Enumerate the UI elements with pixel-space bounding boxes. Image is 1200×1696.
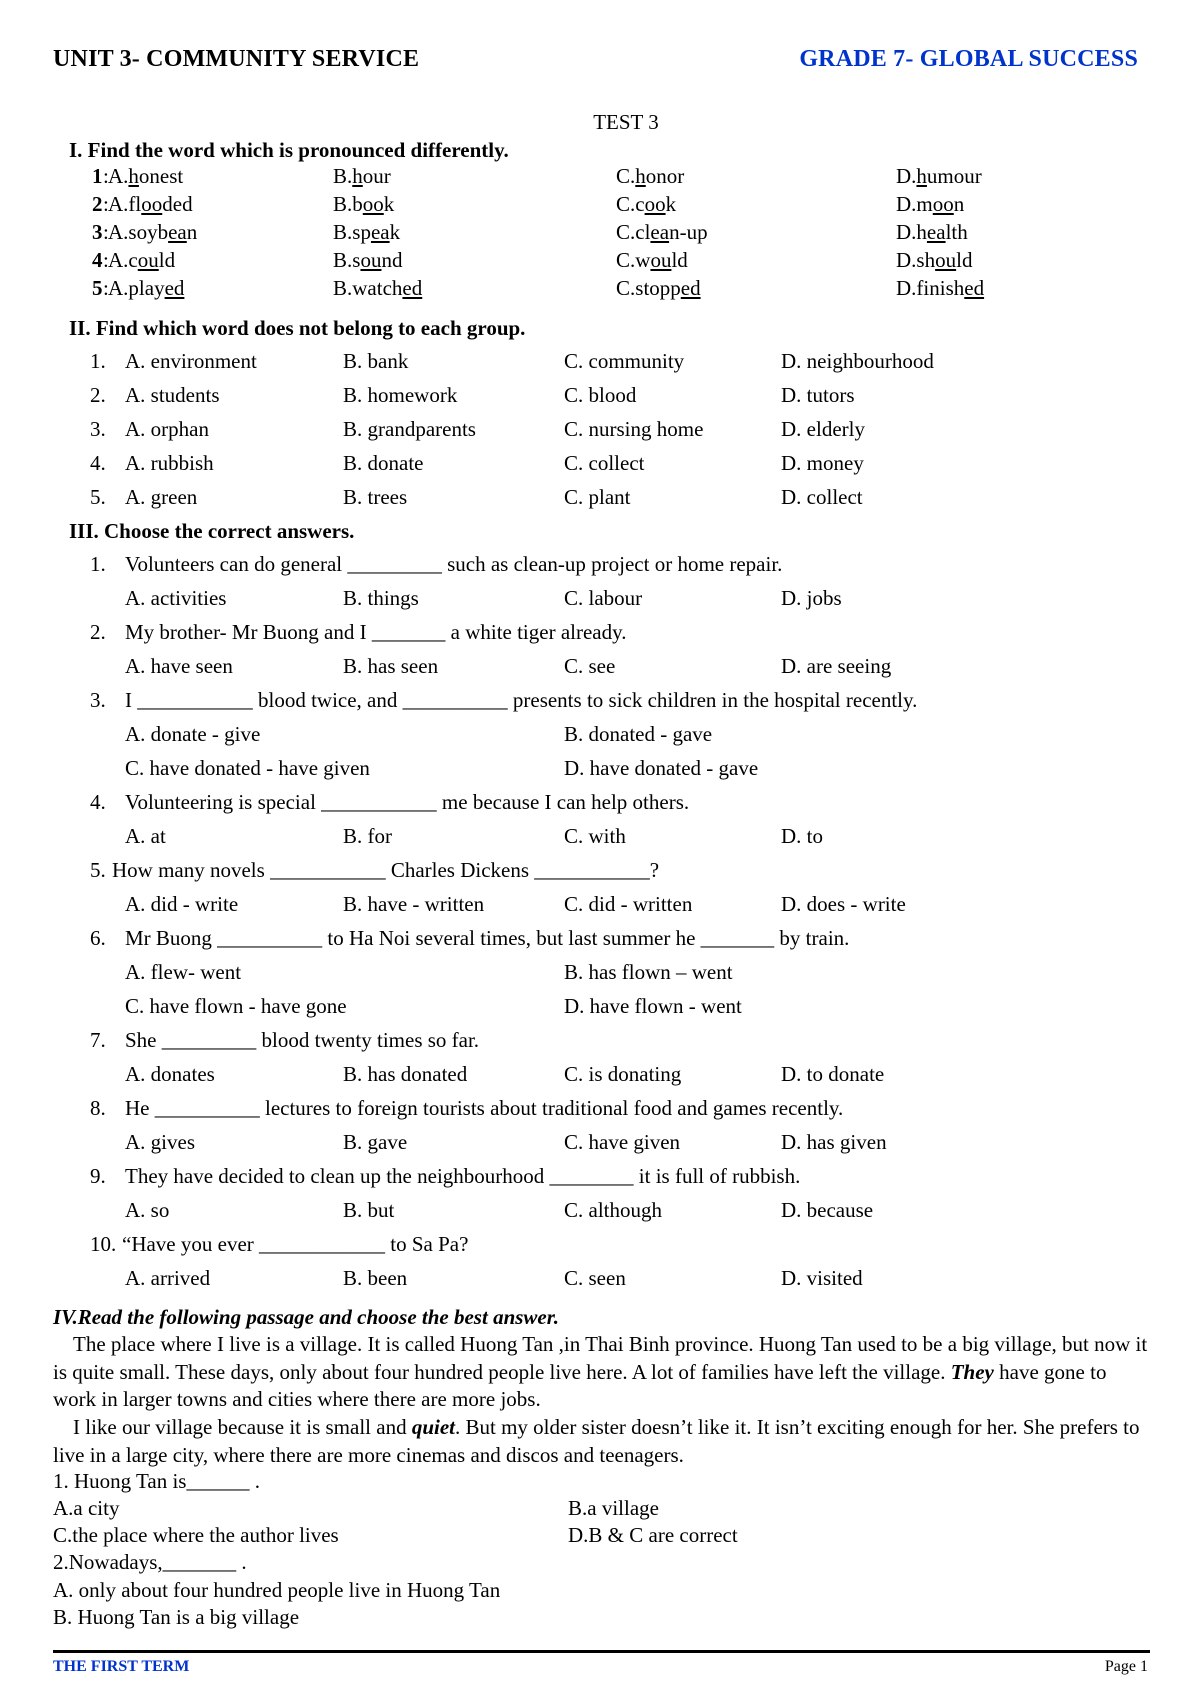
answer-option-b[interactable]: B. has seen (343, 654, 439, 678)
word-suffix: ded (162, 192, 193, 216)
answer-option-c[interactable]: C. see (564, 654, 616, 678)
question-number: 9. (90, 1164, 106, 1188)
option-b[interactable] (333, 276, 422, 301)
passage-question-2: 2.Nowadays,_______ . (53, 1550, 247, 1574)
word-prefix: sh (916, 248, 936, 272)
answer-option-c[interactable]: C. seen (564, 1266, 626, 1290)
section-3-title: III. Choose the correct answers. (69, 519, 355, 543)
option-c[interactable]: C. nursing home (564, 417, 704, 441)
option-a[interactable] (108, 220, 197, 245)
number-colon: : (103, 192, 109, 216)
word-prefix: stopp (635, 276, 681, 300)
answer-option-c[interactable]: C. have donated - have given (125, 756, 370, 780)
answer-option-a[interactable]: A. have seen (125, 654, 233, 678)
answer-option-c[interactable]: C. have given (564, 1130, 681, 1154)
number-colon: : (103, 248, 109, 272)
option-letter: B. (333, 192, 353, 216)
option-d[interactable] (896, 276, 984, 301)
answer-option-c[interactable]: C. is donating (564, 1062, 682, 1086)
word-prefix: play (128, 276, 165, 300)
word-suffix: k (383, 192, 395, 216)
underlined-sound: ea (168, 220, 187, 244)
word-prefix: watch (352, 276, 403, 300)
answer-option-b[interactable]: B. been (343, 1266, 408, 1290)
answer-option-c[interactable]: C. with (564, 824, 626, 848)
answer-option-a[interactable]: A. donates (125, 1062, 215, 1086)
question-text: They have decided to clean up the neighbourhood ________ it is full of rubbish. (125, 1164, 801, 1188)
answer-option-d[interactable]: D. has given (781, 1130, 887, 1154)
word-prefix: s (352, 248, 361, 272)
option-c[interactable]: C. collect (564, 451, 645, 475)
underlined-sound: oo (141, 192, 163, 216)
option-letter: B. (333, 164, 353, 188)
underlined-sound: ou (935, 248, 957, 272)
underlined-sound: ea (650, 220, 670, 244)
option-c[interactable] (616, 164, 684, 189)
answer-option-c[interactable]: C. although (564, 1198, 662, 1222)
word-prefix: c (128, 248, 138, 272)
question-number: 6. (90, 926, 106, 950)
option-letter: A. (108, 276, 129, 300)
word-prefix: soyb (128, 220, 169, 244)
answer-option-b[interactable]: B. but (343, 1198, 395, 1222)
footer-term: THE FIRST TERM (53, 1658, 190, 1675)
answer-option-a[interactable]: A. donate - give (125, 722, 261, 746)
word-suffix: ld (158, 248, 176, 272)
question-text: My brother- Mr Buong and I _______ a white tiger already. (125, 620, 627, 644)
word-prefix: w (635, 248, 651, 272)
answer-option-d[interactable]: D. are seeing (781, 654, 892, 678)
passage-paragraph-2 (53, 1414, 1148, 1469)
underlined-sound: ea (926, 220, 946, 244)
word-prefix: sp (352, 220, 371, 244)
header-grade-title: GRADE 7- GLOBAL SUCCESS (799, 46, 1138, 72)
option-b[interactable] (333, 220, 400, 245)
passage-emphasis-quiet: quiet (411, 1415, 455, 1439)
underlined-sound: h (635, 164, 646, 188)
option-letter: D. (896, 164, 917, 188)
passage-question-1: 1. Huong Tan is______ . (53, 1469, 260, 1493)
option-a[interactable]: A. rubbish (125, 451, 214, 475)
passage-p1-end: have gone to work in larger towns and cities where there are more jobs. (53, 1359, 1107, 1411)
number-colon: : (103, 220, 109, 244)
option-b[interactable]: B. grandparents (343, 417, 476, 441)
option-letter: D. (896, 220, 917, 244)
passage-p1-start: The place where I live is a village. It is called Huong Tan ,in Thai Binh province. Huong Tan used to be a big village, but now it is quite small. These days, only about four hundred people live here. A lot of families have left the village. (53, 1332, 1148, 1384)
passage-emphasis-they: They (950, 1359, 994, 1384)
underlined-sound: ou (137, 248, 159, 272)
underlined-sound: h (128, 164, 139, 188)
answer-option-b[interactable]: B. has donated (343, 1062, 468, 1086)
option-letter: B. (333, 220, 353, 244)
question-number: 4. (90, 451, 106, 475)
underlined-sound: ed (964, 276, 985, 300)
passage-q1-option-c[interactable]: C.the place where the author lives (53, 1523, 339, 1547)
section-4-title: IV.Read the following passage and choose the best answer. (53, 1305, 560, 1329)
word-prefix: cl (635, 220, 651, 244)
option-c[interactable] (616, 220, 708, 245)
answer-option-d[interactable]: D. have flown - went (564, 994, 742, 1018)
option-a[interactable] (108, 192, 193, 217)
option-a[interactable]: A. environment (125, 349, 257, 373)
passage-paragraph-1 (53, 1331, 1148, 1414)
underlined-sound: oo (644, 192, 666, 216)
group-row (0, 383, 1200, 411)
option-letter: A. (108, 192, 129, 216)
option-b[interactable]: B. homework (343, 383, 458, 407)
question-number: 3. (90, 688, 106, 712)
word-prefix: m (916, 192, 933, 216)
question-number: 1. (90, 552, 106, 576)
question-number: 5. (90, 858, 106, 882)
word-suffix: umour (926, 164, 982, 188)
word-prefix: finish (916, 276, 965, 300)
passage-p2-end: . But my older sister doesn’t like it. It isn’t exciting enough for her. She prefers to live in a large city, where there are more cinemas and discos and teenagers. (53, 1415, 1140, 1467)
answer-option-a[interactable]: A. activities (125, 586, 227, 610)
underlined-sound: h (916, 164, 927, 188)
option-c[interactable] (616, 248, 688, 273)
underlined-sound: h (352, 164, 363, 188)
answer-option-b[interactable]: B. things (343, 586, 419, 610)
pronunciation-row (0, 164, 1200, 192)
question-text: How many novels ___________ Charles Dickens ___________? (112, 858, 660, 882)
question-number: 3. (90, 417, 106, 441)
group-row (0, 417, 1200, 445)
passage-p2-start: I like our village because it is small and (73, 1415, 412, 1439)
answer-option-b[interactable]: B. gave (343, 1130, 408, 1154)
question-number: 8. (90, 1096, 106, 1120)
option-letter: A. (108, 248, 129, 272)
option-a[interactable] (108, 164, 183, 189)
word-suffix: ld (956, 248, 973, 272)
option-d[interactable]: D. tutors (781, 383, 855, 407)
question-number: 2. (90, 620, 106, 644)
question-number: 4. (90, 790, 106, 814)
option-letter: C. (616, 276, 636, 300)
option-letter: C. (616, 192, 636, 216)
question-number: 3 (92, 220, 103, 244)
word-suffix: n-up (669, 220, 708, 244)
word-suffix: n (953, 192, 965, 216)
answer-option-a[interactable]: A. flew- went (125, 960, 242, 984)
option-letter: B. (333, 248, 353, 272)
question-text: “Have you ever ____________ to Sa Pa? (122, 1232, 469, 1256)
header-unit-title: UNIT 3- COMMUNITY SERVICE (53, 46, 420, 72)
answer-option-b[interactable]: B. for (343, 824, 392, 848)
pronunciation-row (0, 248, 1200, 276)
option-c[interactable]: C. plant (564, 485, 631, 509)
question-text: Volunteers can do general _________ such as clean-up project or home repair. (125, 552, 783, 576)
option-b[interactable]: B. trees (343, 485, 408, 509)
underlined-sound: ea (370, 220, 390, 244)
option-letter: B. (333, 276, 353, 300)
word-suffix: nd (381, 248, 403, 272)
group-row (0, 349, 1200, 377)
word-prefix: fl (128, 192, 142, 216)
question-number: 5 (92, 276, 103, 300)
option-c[interactable]: C. community (564, 349, 685, 373)
option-a[interactable]: A. students (125, 383, 220, 407)
number-colon: : (103, 164, 109, 188)
underlined-sound: oo (362, 192, 384, 216)
underlined-sound: oo (932, 192, 954, 216)
option-d[interactable] (896, 248, 972, 273)
footer-rule (53, 1650, 1150, 1653)
passage-q2-option-a[interactable]: A. only about four hundred people live in Huong Tan (53, 1578, 501, 1602)
answer-option-a[interactable]: A. at (125, 824, 166, 848)
question-number: 7. (90, 1028, 106, 1052)
word-suffix: n (186, 220, 198, 244)
answer-option-c[interactable]: C. did - written (564, 892, 693, 916)
answer-option-a[interactable]: A. so (125, 1198, 170, 1222)
pronunciation-row (0, 192, 1200, 220)
question-text: Volunteering is special ___________ me because I can help others. (125, 790, 690, 814)
answer-option-d[interactable]: D. have donated - gave (564, 756, 759, 780)
answer-option-b[interactable]: B. have - written (343, 892, 485, 916)
answer-option-d[interactable]: D. visited (781, 1266, 863, 1290)
option-b[interactable] (333, 248, 402, 273)
word-suffix: onor (645, 164, 685, 188)
footer-page-number: Page 1 (1104, 1658, 1148, 1675)
passage-q1-option-b[interactable]: B.a village (568, 1496, 659, 1520)
passage-q1-option-a[interactable]: A.a city (53, 1496, 120, 1520)
underlined-sound: ed (402, 276, 423, 300)
option-letter: D. (896, 192, 917, 216)
answer-option-b[interactable]: B. donated - gave (564, 722, 713, 746)
section-2-title: II. Find which word does not belong to each group. (69, 316, 526, 340)
word-prefix: b (352, 192, 363, 216)
option-letter: A. (108, 220, 129, 244)
underlined-sound: ed (164, 276, 185, 300)
option-b[interactable]: B. donate (343, 451, 424, 475)
answer-option-a[interactable]: A. gives (125, 1130, 195, 1154)
question-text: He __________ lectures to foreign tourists about traditional food and games recently. (125, 1096, 844, 1120)
question-number: 10. (90, 1232, 117, 1256)
option-a[interactable] (108, 248, 175, 273)
underlined-sound: ou (360, 248, 382, 272)
option-c[interactable]: C. blood (564, 383, 637, 407)
question-number: 5. (90, 485, 106, 509)
answer-option-a[interactable]: A. did - write (125, 892, 239, 916)
option-d[interactable]: D. collect (781, 485, 863, 509)
answer-option-c[interactable]: C. have flown - have gone (125, 994, 347, 1018)
option-a[interactable] (108, 276, 184, 301)
word-prefix: h (916, 220, 927, 244)
option-letter: A. (108, 164, 129, 188)
pronunciation-row (0, 220, 1200, 248)
word-suffix: k (389, 220, 401, 244)
answer-option-d[interactable]: D. because (781, 1198, 874, 1222)
question-number: 1. (90, 349, 106, 373)
option-b[interactable]: B. bank (343, 349, 409, 373)
answer-option-a[interactable]: A. arrived (125, 1266, 211, 1290)
answer-option-d[interactable]: D. jobs (781, 586, 842, 610)
option-b[interactable] (333, 164, 391, 189)
word-suffix: ld (671, 248, 688, 272)
answer-option-c[interactable]: C. labour (564, 586, 643, 610)
underlined-sound: ou (650, 248, 672, 272)
section-1-title: I. Find the word which is pronounced differently. (69, 138, 509, 162)
option-letter: D. (896, 276, 917, 300)
question-number: 4 (92, 248, 103, 272)
option-letter: C. (616, 220, 636, 244)
number-colon: : (103, 276, 109, 300)
word-prefix: c (635, 192, 645, 216)
option-d[interactable] (896, 192, 964, 217)
option-letter: D. (896, 248, 917, 272)
option-d[interactable]: D. money (781, 451, 864, 475)
question-number: 1 (92, 164, 103, 188)
option-d[interactable] (896, 164, 982, 189)
option-c[interactable] (616, 192, 676, 217)
option-a[interactable]: A. orphan (125, 417, 209, 441)
answer-option-d[interactable]: D. to donate (781, 1062, 885, 1086)
question-text: I ___________ blood twice, and __________ presents to sick children in the hospital recently. (125, 688, 918, 712)
option-c[interactable] (616, 276, 701, 301)
passage-q1-option-d[interactable]: D.B & C are correct (568, 1523, 738, 1547)
question-number: 2. (90, 383, 106, 407)
question-number: 2 (92, 192, 103, 216)
question-text: She _________ blood twenty times so far. (125, 1028, 480, 1052)
question-text: Mr Buong __________ to Ha Noi several times, but last summer he _______ by train. (125, 926, 850, 950)
option-a[interactable]: A. green (125, 485, 198, 509)
word-suffix: lth (945, 220, 968, 244)
option-b[interactable] (333, 192, 394, 217)
option-d[interactable] (896, 220, 968, 245)
answer-option-d[interactable]: D. does - write (781, 892, 906, 916)
option-d[interactable]: D. neighbourhood (781, 349, 934, 373)
word-suffix: k (665, 192, 677, 216)
option-letter: C. (616, 164, 636, 188)
option-d[interactable]: D. elderly (781, 417, 865, 441)
answer-option-d[interactable]: D. to (781, 824, 823, 848)
word-suffix: our (362, 164, 391, 188)
group-row (0, 485, 1200, 513)
underlined-sound: ed (680, 276, 701, 300)
pronunciation-row (0, 276, 1200, 304)
answer-option-b[interactable]: B. has flown – went (564, 960, 733, 984)
option-letter: C. (616, 248, 636, 272)
passage-q2-option-b[interactable]: B. Huong Tan is a big village (53, 1605, 300, 1629)
test-title: TEST 3 (593, 110, 659, 134)
word-suffix: onest (138, 164, 184, 188)
group-row (0, 451, 1200, 479)
